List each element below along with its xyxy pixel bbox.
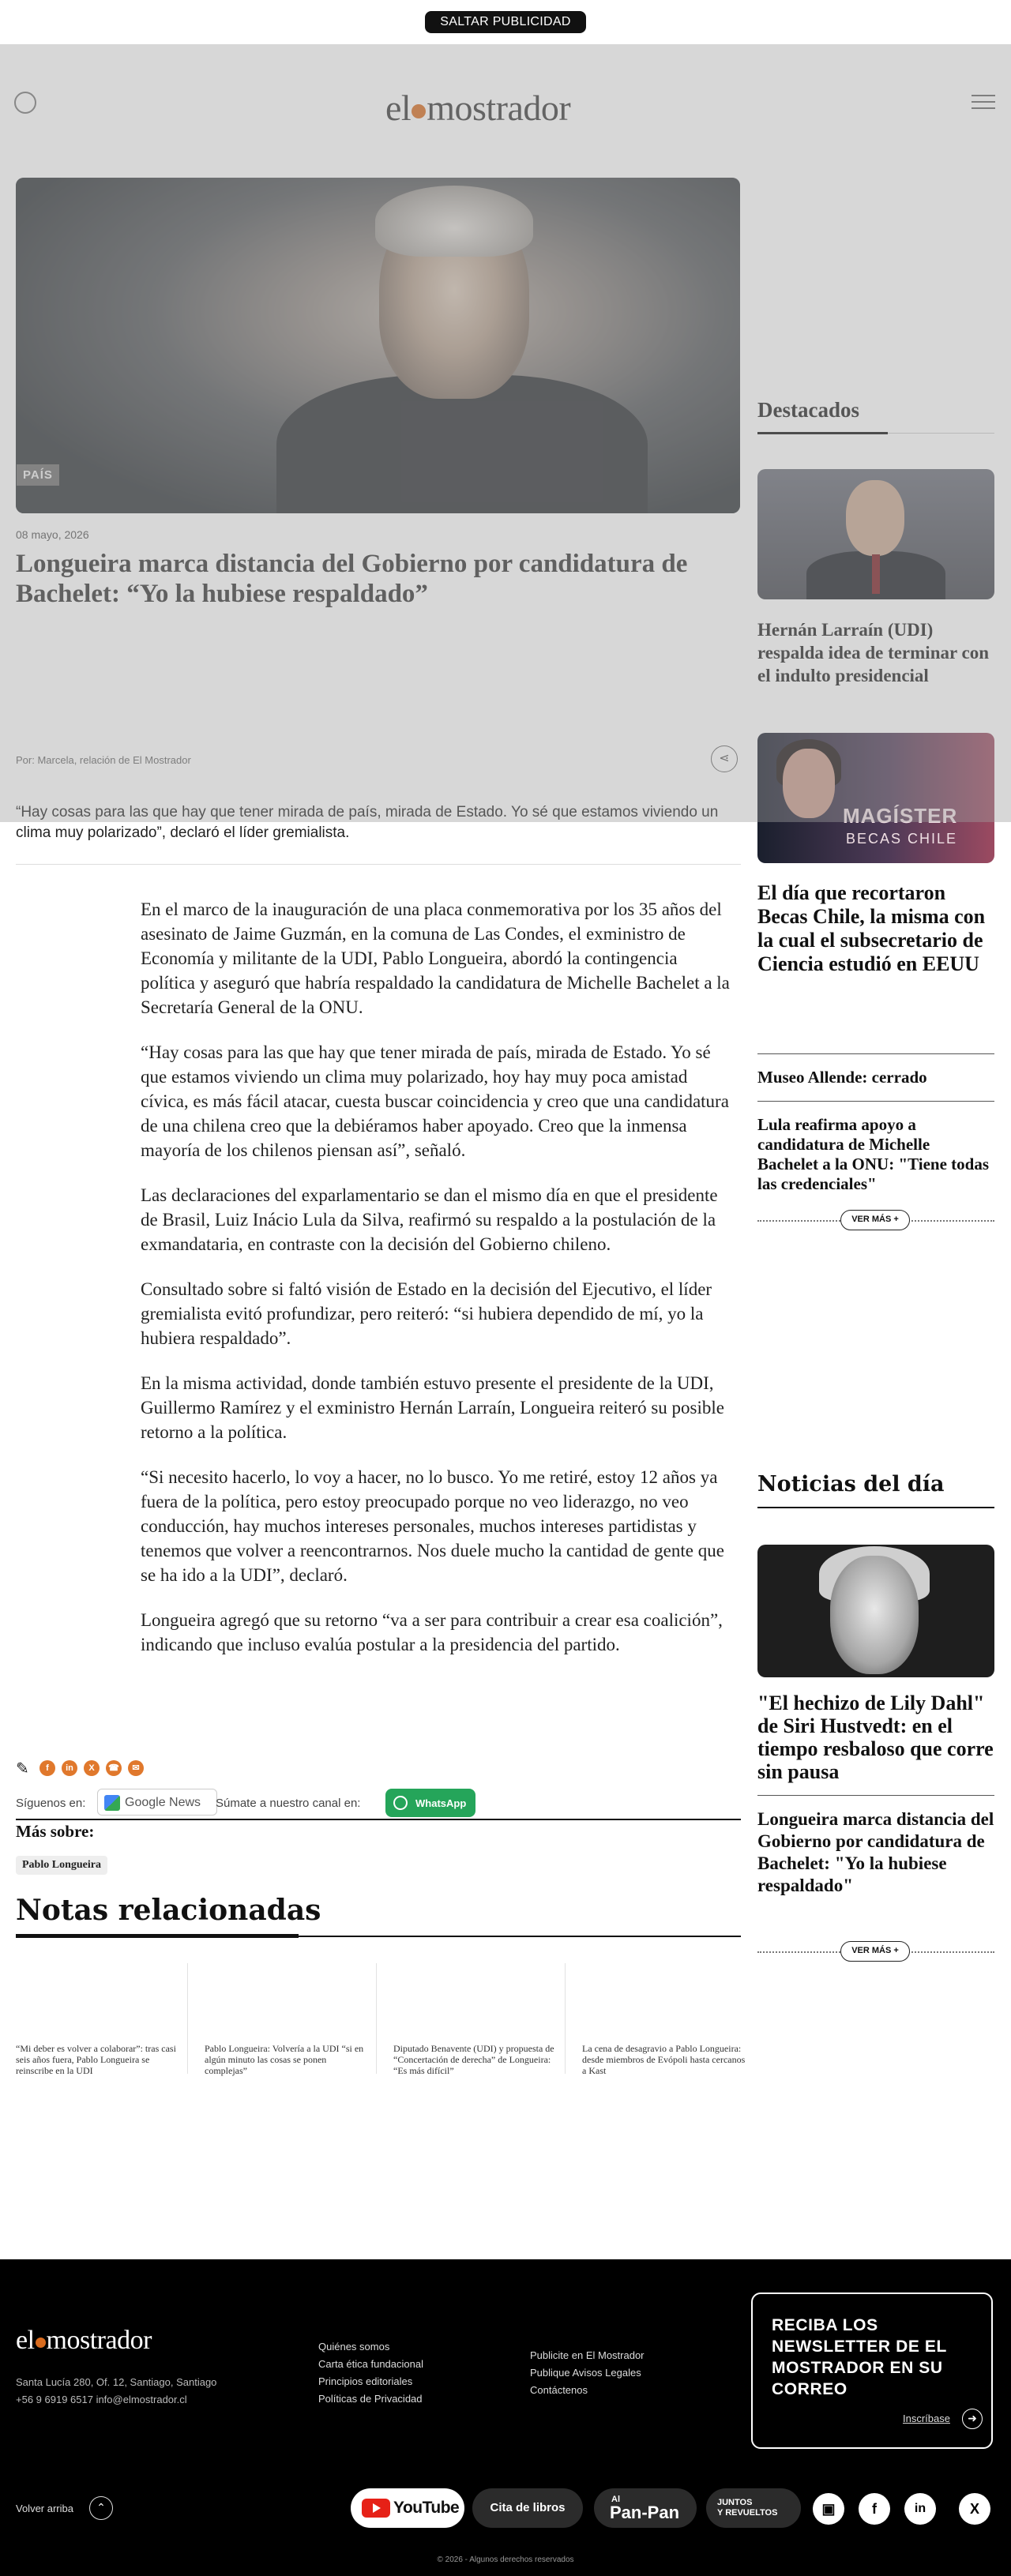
article-byline: Por: Marcela, relación de El Mostrador	[16, 754, 191, 766]
divider	[757, 1101, 994, 1102]
al-pan-pan-button[interactable]: Al Pan-Pan	[594, 2488, 697, 2528]
follow-label: Síguenos en:	[16, 1797, 86, 1810]
noticias-title: Noticias del día	[757, 1472, 945, 1496]
footer-links-2	[530, 2347, 645, 2399]
footer-link[interactable]: Políticas de Privacidad	[318, 2393, 423, 2405]
destacado-image[interactable]: MAGÍSTER BECAS CHILE	[757, 733, 994, 863]
side-link[interactable]: Museo Allende: cerrado	[757, 1068, 927, 1087]
article-paragraph: Consultado sobre si faltó visión de Estado en la decisión del Ejecutivo, el líder gremialista evitó profundizar, pero reiteró: “si hubiera dependido de mí, yo la hubiera respaldado”.	[141, 1279, 712, 1348]
destacado-title[interactable]: Hernán Larraín (UDI) respalda idea de terminar con el indulto presidencial	[757, 620, 990, 685]
noticia-image[interactable]	[757, 1545, 994, 1677]
divider	[757, 1053, 994, 1054]
related-item[interactable]: “Mi deber es volver a colaborar”: tras casi seis años fuera, Pablo Longueira se reinscribe en la UDI	[16, 1963, 188, 2074]
follow-row	[16, 1789, 727, 1817]
related-item[interactable]: Diputado Benavente (UDI) y propuesta de “Concertación de derecha” de Longueira: “Es más difícil”	[393, 1963, 566, 2074]
divider	[757, 1795, 994, 1796]
divider	[757, 1507, 994, 1508]
footer-link[interactable]: Carta ética fundacional	[318, 2358, 423, 2370]
share-button[interactable]: ⋖	[711, 745, 738, 772]
back-to-top-label[interactable]: Volver arriba	[16, 2503, 73, 2514]
google-news-button[interactable]: Google News	[97, 1789, 217, 1816]
subscribe-link[interactable]: Inscríbase	[903, 2413, 950, 2424]
article-paragraph: En la misma actividad, donde también estuvo presente el presidente de la UDI, Guillermo Ramírez y el exministro Hernán Larraín, Longueira reiteró su posible retorno a la política.	[141, 1373, 724, 1442]
destacados-title: Destacados	[757, 398, 859, 422]
section-badge[interactable]: PAÍS	[17, 464, 59, 486]
destacado-title[interactable]: El día que recortaron Becas Chile, la misma con la cual el subsecretario de Ciencia estudió en EEUU	[757, 881, 986, 975]
share-pen-icon: ✎	[16, 1760, 29, 1778]
footer	[0, 2259, 1011, 2576]
channel-label: Súmate a nuestro canal en:	[216, 1797, 361, 1810]
article-paragraph: En el marco de la inauguración de una placa conmemorativa por los 35 años del asesinato de Jaime Guzmán, en la comuna de Las Condes, el exministro de Economía y militante de la UDI, Pablo Longueira, abordó la contingencia política y aseguró que habría respaldado la candidatura de Michelle Bachelet a la Secretaría General de la ONU.	[141, 899, 730, 1017]
newsletter-title: RECIBA LOS NEWSLETTER DE EL MOSTRADOR EN SU CORREO	[772, 2316, 947, 2398]
article-lead: “Hay cosas para las que hay que tener mirada de país, mirada de Estado. Yo sé que estamos viviendo un clima muy polarizado”, declaró el líder gremialista.	[16, 804, 719, 841]
side-link[interactable]: Lula reafirma apoyo a candidatura de Michelle Bachelet a la ONU: "Tiene todas las credenciales"	[757, 1115, 990, 1193]
footer-link[interactable]: Quiénes somos	[318, 2341, 390, 2353]
ver-mas-button[interactable]: VER MÁS +	[840, 1941, 910, 1962]
noticia-title[interactable]: "El hechizo de Lily Dahl" de Siri Hustvedt: en el tiempo resbaloso que corre sin pausa	[757, 1692, 994, 1783]
x-icon[interactable]: X	[84, 1760, 100, 1776]
copyright: © 2026 - Algunos derechos reservados	[437, 2555, 574, 2564]
related-title: Notas relacionadas	[16, 1894, 321, 1927]
google-news-icon	[104, 1795, 120, 1811]
whatsapp-channel-button[interactable]: WhatsApp	[385, 1789, 475, 1817]
arrow-right-icon[interactable]: ➜	[962, 2409, 983, 2429]
footer-link[interactable]: Publique Avisos Legales	[530, 2367, 641, 2379]
article-paragraph: Las declaraciones del exparlamentario se dan el mismo día en que el presidente de Brasil, Luiz Inácio Lula da Silva, reafirmó su respaldo a la postulación de la exmandataria, en contraste con la decisión del Gobierno chileno.	[141, 1185, 718, 1254]
divider	[16, 864, 741, 865]
juntos-revueltos-button[interactable]: JUNTOS Y REVUELTOS	[706, 2488, 801, 2528]
linkedin-icon[interactable]: in	[904, 2493, 936, 2525]
footer-link[interactable]: Principios editoriales	[318, 2375, 413, 2387]
cita-libros-button[interactable]: Cita de libros	[472, 2488, 583, 2528]
chevron-up-icon[interactable]: ⌃	[89, 2496, 113, 2520]
site-logo[interactable]: el mostrador	[385, 88, 571, 128]
ver-mas	[757, 1210, 994, 1232]
article-paragraph: “Si necesito hacerlo, lo voy a hacer, no lo busco. Yo me retiré, estoy 12 años ya fuera de la política, pero estoy preocupado porque no veo liderazgo, no veo conducción, hay muchos intereses personales, muchos intereses partidistas y tenemos que volver a reencontrarnos. Nos duele mucho la cantidad de gente que se ha ido a la UDI”, declaró.	[141, 1467, 724, 1585]
article-title: Longueira marca distancia del Gobierno por candidatura de Bachelet: “Yo la hubiese respaldado”	[16, 550, 688, 608]
article-body	[141, 897, 735, 1677]
ver-mas	[757, 1941, 994, 1963]
facebook-icon[interactable]: f	[859, 2493, 890, 2525]
tag-item[interactable]: Pablo Longueira	[16, 1856, 107, 1875]
linkedin-icon[interactable]: in	[62, 1760, 77, 1776]
email-icon[interactable]: ✉	[128, 1760, 144, 1776]
skip-ad-button[interactable]: SALTAR PUBLICIDAD	[425, 11, 586, 33]
article-paragraph: Longueira agregó que su retorno “va a ser para contribuir a crear esa coalición”, indicando que incluso evalúa postular a la presidencia del partido.	[141, 1610, 723, 1654]
youtube-icon	[362, 2499, 390, 2518]
footer-link[interactable]: Contáctenos	[530, 2384, 588, 2396]
whatsapp-icon	[393, 1796, 408, 1810]
ad-bar	[0, 0, 1011, 44]
footer-link[interactable]: Publicite en El Mostrador	[530, 2349, 645, 2361]
instagram-icon[interactable]: ▣	[813, 2493, 844, 2525]
youtube-button[interactable]: YouTube	[351, 2488, 464, 2528]
facebook-icon[interactable]: f	[39, 1760, 55, 1776]
ver-mas-button[interactable]: VER MÁS +	[840, 1210, 910, 1230]
ad-overlay[interactable]	[0, 44, 1011, 822]
divider	[16, 1934, 299, 1938]
article-date: 08 mayo, 2026	[16, 528, 89, 541]
newsletter-box	[751, 2292, 993, 2449]
footer-address: Santa Lucía 280, Of. 12, Santiago, Santiago +56 9 6919 6517 info@elmostrador.cl	[16, 2376, 217, 2405]
article-paragraph: “Hay cosas para las que hay que tener mirada de país, mirada de Estado. Yo sé que estamos viviendo un clima muy polarizado, hoy hay muy poca amistad cívica, es más fácil atacar, cuesta buscar coincidencia y creo que una candidatura de una chilena creo que la debiéramos haber apoyado. Creo que la inmensa mayoría de los chilenos piensan así”, señaló.	[141, 1042, 729, 1160]
whatsapp-icon[interactable]: ☎	[106, 1760, 122, 1776]
footer-logo[interactable]: el mostrador	[16, 2326, 152, 2355]
footer-links-1	[318, 2338, 423, 2408]
related-item[interactable]: Pablo Longueira: Volvería a la UDI “si en algún minuto las cosas se ponen complejas”	[205, 1963, 377, 2074]
noticia-title[interactable]: Longueira marca distancia del Gobierno por candidatura de Bachelet: "Yo la hubiese respaldado"	[757, 1809, 994, 1895]
related-item[interactable]: La cena de desagravio a Pablo Longueira: desde miembros de Evópoli hasta cercanos a Kast	[582, 2043, 746, 2076]
tags-title: Más sobre:	[16, 1819, 741, 1842]
x-icon[interactable]: X	[959, 2493, 990, 2525]
